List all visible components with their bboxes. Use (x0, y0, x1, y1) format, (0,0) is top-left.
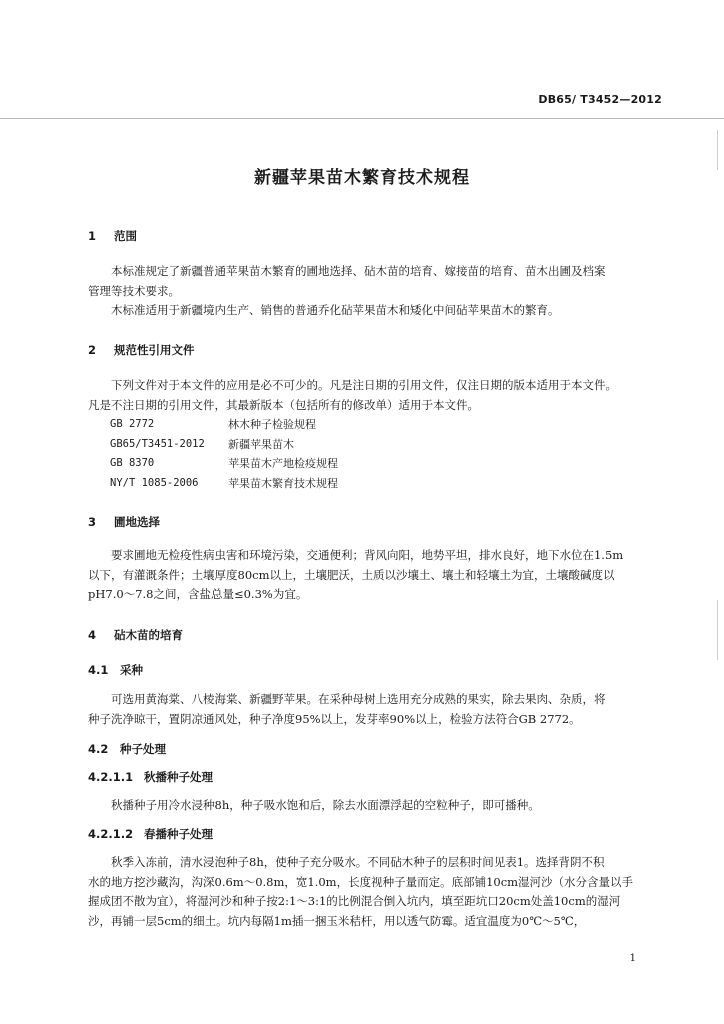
text-line: 要求圃地无检疫性病虫害和环境污染，交通便利；背风向阳，地势平坦，排水良好，地下水位在1.5m (111, 548, 624, 562)
section-4-2-heading (88, 741, 166, 757)
text-line: 秋播种子用冷水浸种8h，种子吸水饱和后，除去水面漂浮起的空粒种子，即可播种。 (111, 798, 540, 812)
section-title: 采种 (120, 663, 143, 677)
reference-name: 苹果苗木产地检疫规程 (228, 457, 338, 470)
text-line: 管理等技术要求。 (88, 283, 180, 298)
reference-code: GB 8370 (110, 457, 155, 469)
scan-edge-mark (717, 600, 718, 660)
text-line: 沙，再铺一层5cm的细土。坑内每隔1m插一捆玉米秸杆，用以透气防霉。适宜温度为0℃～5℃， (88, 913, 586, 928)
section-4-2-1-2-paragraph-1 (88, 853, 656, 931)
section-number: 4 (88, 628, 97, 642)
section-title: 规范性引用文件 (114, 343, 195, 357)
section-2-paragraph-1 (88, 376, 656, 415)
section-1-paragraph-2 (88, 301, 656, 321)
section-4-2-1-2-heading (88, 826, 213, 842)
scan-edge-mark (717, 130, 718, 170)
section-number: 2 (88, 343, 97, 357)
section-1-heading (88, 228, 137, 244)
text-line: 本标准规定了新疆普通苹果苗木繁育的圃地选择、砧木苗的培育、嫁接苗的培育、苗木出圃及档案 (111, 264, 606, 278)
section-number: 3 (88, 515, 97, 529)
section-number: 1 (88, 229, 97, 243)
section-4-1-heading (88, 662, 143, 678)
section-number: 4.2 (88, 742, 109, 756)
text-line: 秋季入冻前，清水浸泡种子8h，使种子充分吸水。不同砧木种子的层积时间见表1。选择背阴不积 (111, 855, 605, 869)
reference-row (110, 435, 338, 455)
reference-name: 苹果苗木繁育技术规程 (228, 476, 338, 490)
reference-code: GB65/T3451-2012 (110, 437, 205, 450)
text-line: 木标准适用于新疆境内生产、销售的普通乔化砧苹果苗木和矮化中间砧苹果苗木的繁育。 (111, 303, 560, 317)
section-4-1-paragraph-1 (88, 690, 656, 729)
section-title: 范围 (114, 229, 137, 243)
reference-row (110, 415, 338, 435)
reference-name: 新疆苹果苗木 (228, 437, 294, 451)
text-line: 凡是不注日期的引用文件，其最新版本（包括所有的修改单）适用于本文件。 (88, 397, 479, 412)
reference-code: GB 2772 (110, 418, 155, 430)
section-title: 春播种子处理 (144, 827, 213, 841)
section-3-heading (88, 514, 160, 530)
section-number: 4.1 (88, 663, 109, 677)
normative-references-list (110, 415, 338, 493)
section-4-heading (88, 627, 183, 643)
reference-name: 林木种子检验规程 (228, 418, 316, 431)
section-3-paragraph-1 (88, 546, 656, 605)
section-number: 4.2.1.2 (88, 827, 134, 841)
text-line: 下列文件对于本文件的应用是必不可少的。凡是注日期的引用文件，仅注日期的版本适用于本文件。 (111, 378, 617, 392)
section-1-paragraph-1 (88, 262, 656, 301)
header-rule (0, 118, 724, 119)
section-title: 砧木苗的培育 (114, 628, 183, 642)
text-line: 以下，有灌溉条件；土壤厚度80cm以上，土壤肥沃，土质以沙壤土、壤土和轻壤土为宜，土壤酸碱度以 (88, 567, 615, 582)
section-number: 4.2.1.1 (88, 770, 134, 784)
text-line: pH7.0～7.8之间，含盐总量≤0.3%为宜。 (88, 587, 308, 601)
section-title: 圃地选择 (114, 515, 160, 529)
section-4-2-1-1-paragraph-1 (88, 796, 656, 816)
text-line: 握成团不散为宜），将湿河沙和种子按2:1～3:1的比例混合倒入坑内，填至距坑口20cm处盖10cm的湿河 (88, 894, 621, 908)
section-2-heading (88, 342, 195, 358)
section-title: 种子处理 (120, 742, 166, 756)
section-4-2-1-1-heading (88, 769, 213, 785)
reference-row (110, 474, 338, 494)
page-number: 1 (629, 953, 636, 964)
text-line: 可选用黄海棠、八棱海棠、新疆野苹果。在采种母树上选用充分成熟的果实，除去果肉、杂质，将 (111, 692, 606, 706)
reference-code: NY/T 1085-2006 (110, 476, 199, 489)
document-title: 新疆苹果苗木繁育技术规程 (254, 168, 470, 188)
text-line: 水的地方挖沙藏沟，沟深0.6m～0.8m，宽1.0m，长度视种子量而定。底部铺10cm湿河沙（水分含量以手 (88, 874, 634, 889)
standard-number: DB65/ T3452—2012 (538, 93, 662, 106)
reference-row (110, 454, 338, 474)
section-title: 秋播种子处理 (144, 770, 213, 784)
text-line: 种子洗净晾干，置阴凉通风处，种子净度95%以上，发芽率90%以上，检验方法符合GB 2772。 (88, 711, 581, 726)
